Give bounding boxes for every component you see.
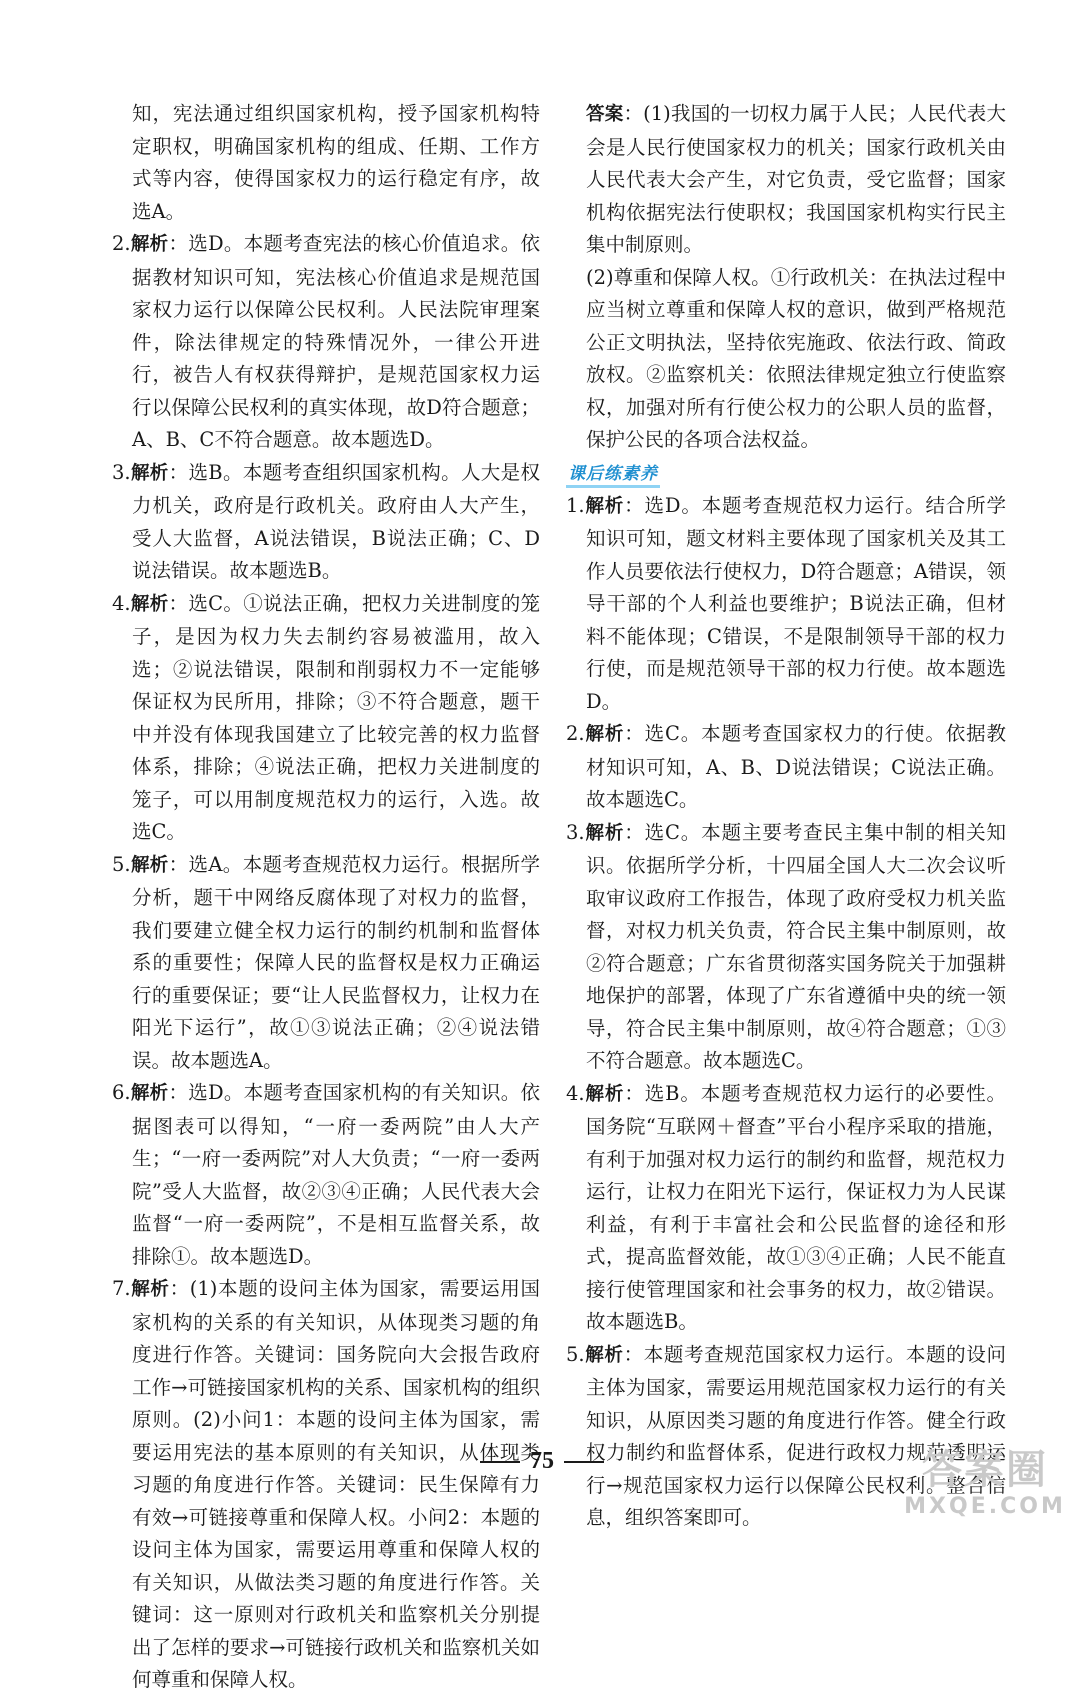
item-label: 解析: [130, 462, 169, 484]
item-number: 5.: [112, 852, 131, 876]
item-label: 解析: [130, 854, 169, 876]
item-text: ：选D。本题考查规范权力运行。结合所学知识可知，题文材料主要体现了国家机关及其工作人员要依法行使权力，D符合题意；A错误，领导干部的个人利益也要维护；B说法正确，但材料不能体现；C错误，不是限制领导干部的权力行使，而是规范领导干部的权力行使。故本题选D。: [586, 493, 1006, 713]
watermark-bottom-text: MXQE.COM: [904, 1494, 1066, 1519]
item-number: 5.: [566, 1342, 585, 1366]
answer-label: 答案: [586, 104, 624, 125]
answer-item-5: [112, 849, 540, 1078]
item-text: ：选D。本题考查宪法的核心价值追求。依据教材知识可知，宪法核心价值追求是规范国家权力运行以保障公民权利。人民法院审理案件，除法律规定的特殊情况外，一律公开进行，被告人有权获得辩护，是规范国家权力运行以保障公民权利的真实体现，故D符合题意；A、B、C不符合题意。故本题选D。: [132, 232, 540, 451]
practice-item-4: [566, 1078, 1006, 1339]
item-number: 4.: [566, 1081, 585, 1105]
item-number: 4.: [112, 591, 131, 615]
item-number: 2.: [566, 722, 585, 745]
item-label: 解析: [584, 1083, 625, 1105]
item-text: ：选C。①说法正确，把权力关进制度的笼子，是因为权力失去制约容易被滥用，故入选；②说法错误，限制和削弱权力不一定能够保证权为民所用，排除；③不符合题意，题干中并没有体现我国建立了比较完善的权力监督体系，排除；④说法正确，把权力关进制度的笼子，可以用制度规范权力的运行，入选。故选C。: [132, 591, 540, 843]
item-text: ：选D。本题考查国家机构的有关知识。依据图表可以得知，“一府一委两院”由人大产生；“一府一委两院”对人大负责；“一府一委两院”受人大监督，故②③④正确；人民代表大会监督“一府一委两院”，不是相互监督关系，故排除①。故本题选D。: [132, 1081, 540, 1268]
item-text: ：选B。本题考查规范权力运行的必要性。国务院“互联网＋督查”平台小程序采取的措施，有利于加强对权力运行的制约和监督，规范权力运行，让权力在阳光下运行，保证权力为人民谋利益，有利于丰富社会和公民监督的途径和形式，提高监督效能，故①③④正确；人民不能直接行使管理国家和社会事务的权力，故②错误。故本题选B。: [586, 1081, 1006, 1333]
answer-continuation: 知，宪法通过组织国家机构，授予国家机构特定职权，明确国家机构的组成、任期、工作方式等内容，使得国家权力的运行稳定有序，故选A。: [132, 102, 540, 223]
answer-item-7: [112, 1273, 540, 1697]
item-text: ：选C。本题考查国家权力的行使。依据教材知识可知，A、B、D说法错误；C说法正确。故本题选C。: [586, 722, 1006, 811]
item-number: 3.: [112, 460, 131, 484]
item-label: 解析: [130, 234, 169, 255]
item-label: 解析: [584, 822, 625, 844]
practice-item-1: [566, 490, 1006, 719]
section-heading: [566, 457, 1006, 490]
item-text: ：(1)本题的设问主体为国家，需要运用国家机构的关系的有关知识，从体现类习题的角度进行作答。关键词：国务院向大会报告政府工作→可链接国家机构的关系、国家机构的组织原则。(2)小问1：本题的设问主体为国家，需要运用宪法的基本原则的有关知识，从体现类习题的角度进行作答。关键词：民生保障有力有效→可链接尊重和保障人权。小问2：本题的设问主体为国家，需要运用尊重和保障人权的有关知识，从做法类习题的角度进行作答。关键词：这一原则对行政机关和监察机关分别提出了怎样的要求→可链接行政机关和监察机关如何尊重和保障人权。: [132, 1277, 540, 1691]
answer-block-1: [566, 98, 1006, 262]
answer-text: ：(1)我国的一切权力属于人民；人民代表大会是人民行使国家权力的机关；国家行政机关由人民代表大会产生，对它负责，受它监督；国家机构依据宪法行使职权；我国国家机构实行民主集中制原则。: [586, 102, 1006, 256]
item-text: ：选B。本题考查组织国家机构。人大是权力机关，政府是行政机关。政府由人大产生，受人大监督，A说法错误，B说法正确；C、D说法错误。故本题选B。: [132, 460, 540, 582]
watermark-logo: [900, 1446, 1070, 1526]
item-label: 解析: [130, 1083, 169, 1104]
answer-block-2: (2)尊重和保障人权。①行政机关：在执法过程中应当树立尊重和保障人权的意识，做到严格规范公正文明执法，坚持依宪施政、依法行政、简政放权。②监察机关：依照法律规定独立行使监察权，加强对所有行使公权力的公职人员的监督，保护公民的各项合法权益。: [586, 265, 1006, 451]
item-label: 解析: [130, 593, 169, 615]
item-text: ：选A。本题考查规范权力运行。根据所学分析，题干中网络反腐体现了对权力的监督，我们要建立健全权力运行的制约机制和监督体系的重要性；保障人民的监督权是权力正确运行的重要保证；要“让人民监督权力，让权力在阳光下运行”，故①③说法正确；②④说法错误。故本题选A。: [132, 852, 540, 1072]
watermark-top-text: 答案圈: [922, 1447, 1048, 1493]
dash-left: [480, 1461, 520, 1463]
dash-right: [564, 1461, 604, 1463]
answer-item-3: [112, 457, 540, 588]
answer-item-2: [112, 228, 540, 457]
item-text: ：本题考查规范国家权力运行。本题的设问主体为国家，需要运用规范国家权力运行的有关知识，从原因类习题的角度进行作答。健全行政权力制约和监督体系，促进行政权力规范透明运行→规范国家权力运行以保障公民权利。整合信息，组织答案即可。: [586, 1342, 1006, 1529]
practice-item-2: [566, 718, 1006, 817]
item-text: ：选C。本题主要考查民主集中制的相关知识。依据所学分析，十四届全国人大二次会议听取审议政府工作报告，体现了政府受权力机关监督，对权力机关负责，符合民主集中制原则，故②符合题意；广东省贯彻落实国务院关于加强耕地保护的部署，体现了广东省遵循中央的统一领导，符合民主集中制原则，故④符合题意；①③不符合题意。故本题选C。: [586, 820, 1006, 1072]
item-label: 解析: [584, 1344, 624, 1366]
item-label: 解析: [584, 724, 625, 745]
item-number: 3.: [566, 820, 585, 844]
answer-item-6: [112, 1077, 540, 1273]
practice-item-3: [566, 817, 1006, 1078]
item-number: 6.: [112, 1081, 131, 1104]
item-label: 解析: [130, 1279, 170, 1300]
item-number: 2.: [112, 232, 131, 255]
answer-item-4: [112, 588, 540, 849]
item-number: 7.: [112, 1277, 131, 1300]
section-title: 课后练素养: [566, 463, 660, 488]
right-column: [566, 98, 1006, 1535]
item-number: 1.: [566, 493, 585, 517]
item-label: 解析: [584, 495, 625, 517]
page-number-text: 75: [530, 1448, 554, 1474]
